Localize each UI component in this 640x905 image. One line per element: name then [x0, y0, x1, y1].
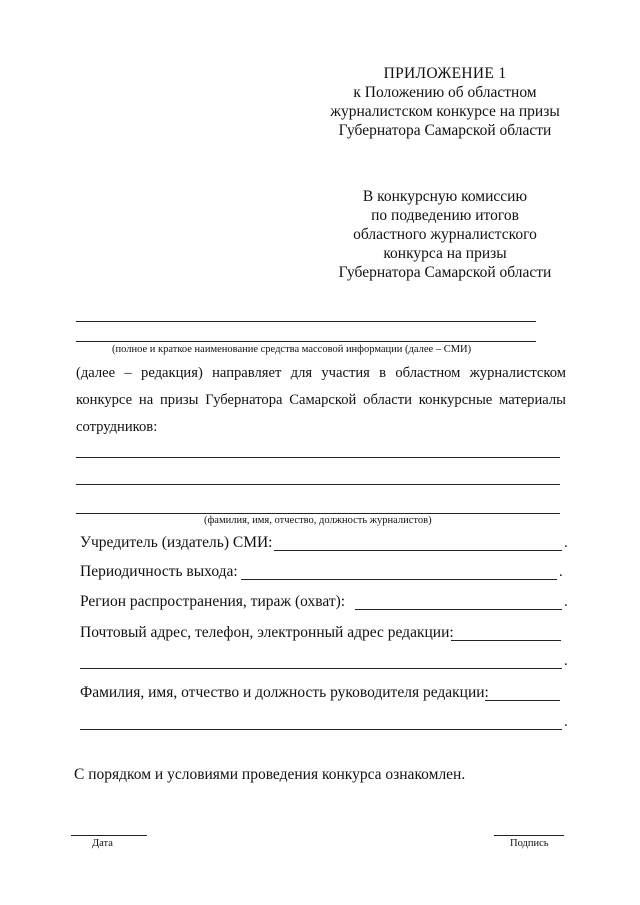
signature-label: Подпись: [510, 838, 549, 849]
region-label: Регион распространения, тираж (охват):: [80, 593, 346, 610]
paragraph-line-3: сотрудников:: [76, 419, 158, 435]
journalists-caption: (фамилия, имя, отчество, должность журналистов): [204, 515, 432, 526]
media-name-line-2[interactable]: [76, 341, 536, 342]
appendix-line-3: журналистском конкурсе на призы: [330, 103, 560, 120]
region-dot: .: [564, 594, 568, 610]
head-label: Фамилия, имя, отчество и должность руководителя редакции:: [80, 684, 489, 701]
paragraph-line-1: (далее – редакция) направляет для участия в областном журналистском: [76, 365, 566, 381]
journalists-line-2[interactable]: [76, 484, 560, 485]
addressee-line-3: областного журналистского: [353, 226, 537, 243]
media-caption: (полное и краткое наименование средства массовой информации (далее – СМИ): [112, 344, 472, 355]
addressee-line-2: по подведению итогов: [371, 207, 519, 224]
appendix-line-2: к Положению об областном: [353, 84, 537, 101]
addressee-line-4: конкурса на призы: [383, 245, 507, 262]
head-field-1[interactable]: [485, 700, 560, 701]
appendix-header: [300, 64, 590, 140]
journalists-line-3[interactable]: [76, 513, 560, 514]
founder-dot: .: [564, 535, 568, 551]
head-field-2[interactable]: [80, 729, 562, 730]
address-dot: .: [564, 653, 568, 669]
addressee-line-1: В конкурсную комиссию: [362, 188, 528, 205]
appendix-line-4: Губернатора Самарской области: [338, 122, 552, 139]
date-line[interactable]: [71, 835, 147, 836]
media-name-line-1[interactable]: [76, 321, 536, 322]
addressee-block: [300, 187, 590, 282]
paragraph-line-2: конкурсе на призы Губернатора Самарской области конкурсные материалы: [76, 392, 566, 408]
address-field-2[interactable]: [80, 668, 562, 669]
region-field[interactable]: [355, 609, 562, 610]
founder-label: Учредитель (издатель) СМИ:: [80, 534, 273, 551]
date-label: Дата: [92, 838, 113, 849]
body-paragraph: [76, 364, 566, 440]
head-dot: .: [564, 714, 568, 730]
acknowledgement: С порядком и условиями проведения конкурса ознакомлен.: [74, 766, 466, 783]
addressee-line-5: Губернатора Самарской области: [338, 264, 552, 281]
journalists-line-1[interactable]: [76, 457, 560, 458]
address-label: Почтовый адрес, телефон, электронный адрес редакции:: [80, 624, 454, 641]
appendix-title: ПРИЛОЖЕНИЕ 1: [383, 65, 507, 82]
periodicity-dot: .: [559, 564, 563, 580]
periodicity-label: Периодичность выхода:: [80, 563, 238, 580]
signature-line[interactable]: [494, 835, 564, 836]
founder-field[interactable]: [274, 550, 562, 551]
address-field-1[interactable]: [451, 640, 561, 641]
periodicity-field[interactable]: [241, 579, 557, 580]
